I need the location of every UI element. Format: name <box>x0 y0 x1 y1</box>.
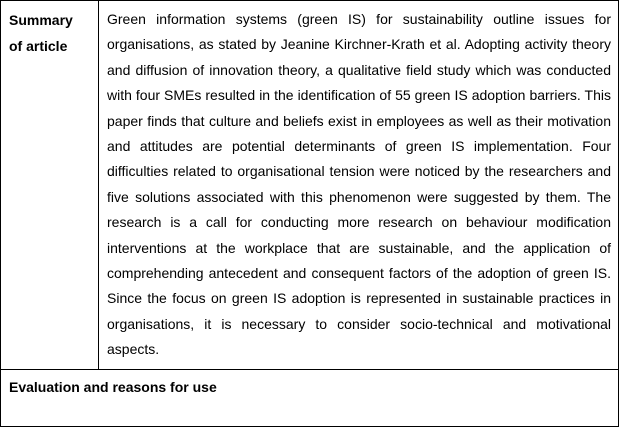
summary-text: Green information systems (green IS) for sustainability outline issues for organisations, as stated by Jeanine Kirchner-Krath et al. Adopting activity theory and diffusion of innovation theory, a qualitative field study which was conducted with four SMEs resulted in the identification of 55 green IS adoption barriers. This paper finds that culture and beliefs exist in employees as well as their motivation and attitudes are potential determinants of green IS implementation. Four difficulties related to organisational tension were noticed by the researchers and five solutions associated with this phenomenon were suggested by them. The research is a call for conducting more research on behaviour modification interventions at the workplace that are sustainable, and the application of comprehending antecedent and consequent factors of the adoption of green IS. Since the focus on green IS adoption is represented in sustainable practices in organisations, it is necessary to consider socio-technical and motivational aspects. <box>107 11 611 358</box>
summary-content-cell <box>99 1 618 369</box>
evaluation-label: Evaluation and reasons for use <box>9 379 217 395</box>
evaluation-row <box>1 370 618 426</box>
summary-label: Summary of article <box>9 12 73 54</box>
summary-row <box>1 1 618 370</box>
summary-label-cell <box>1 1 99 369</box>
